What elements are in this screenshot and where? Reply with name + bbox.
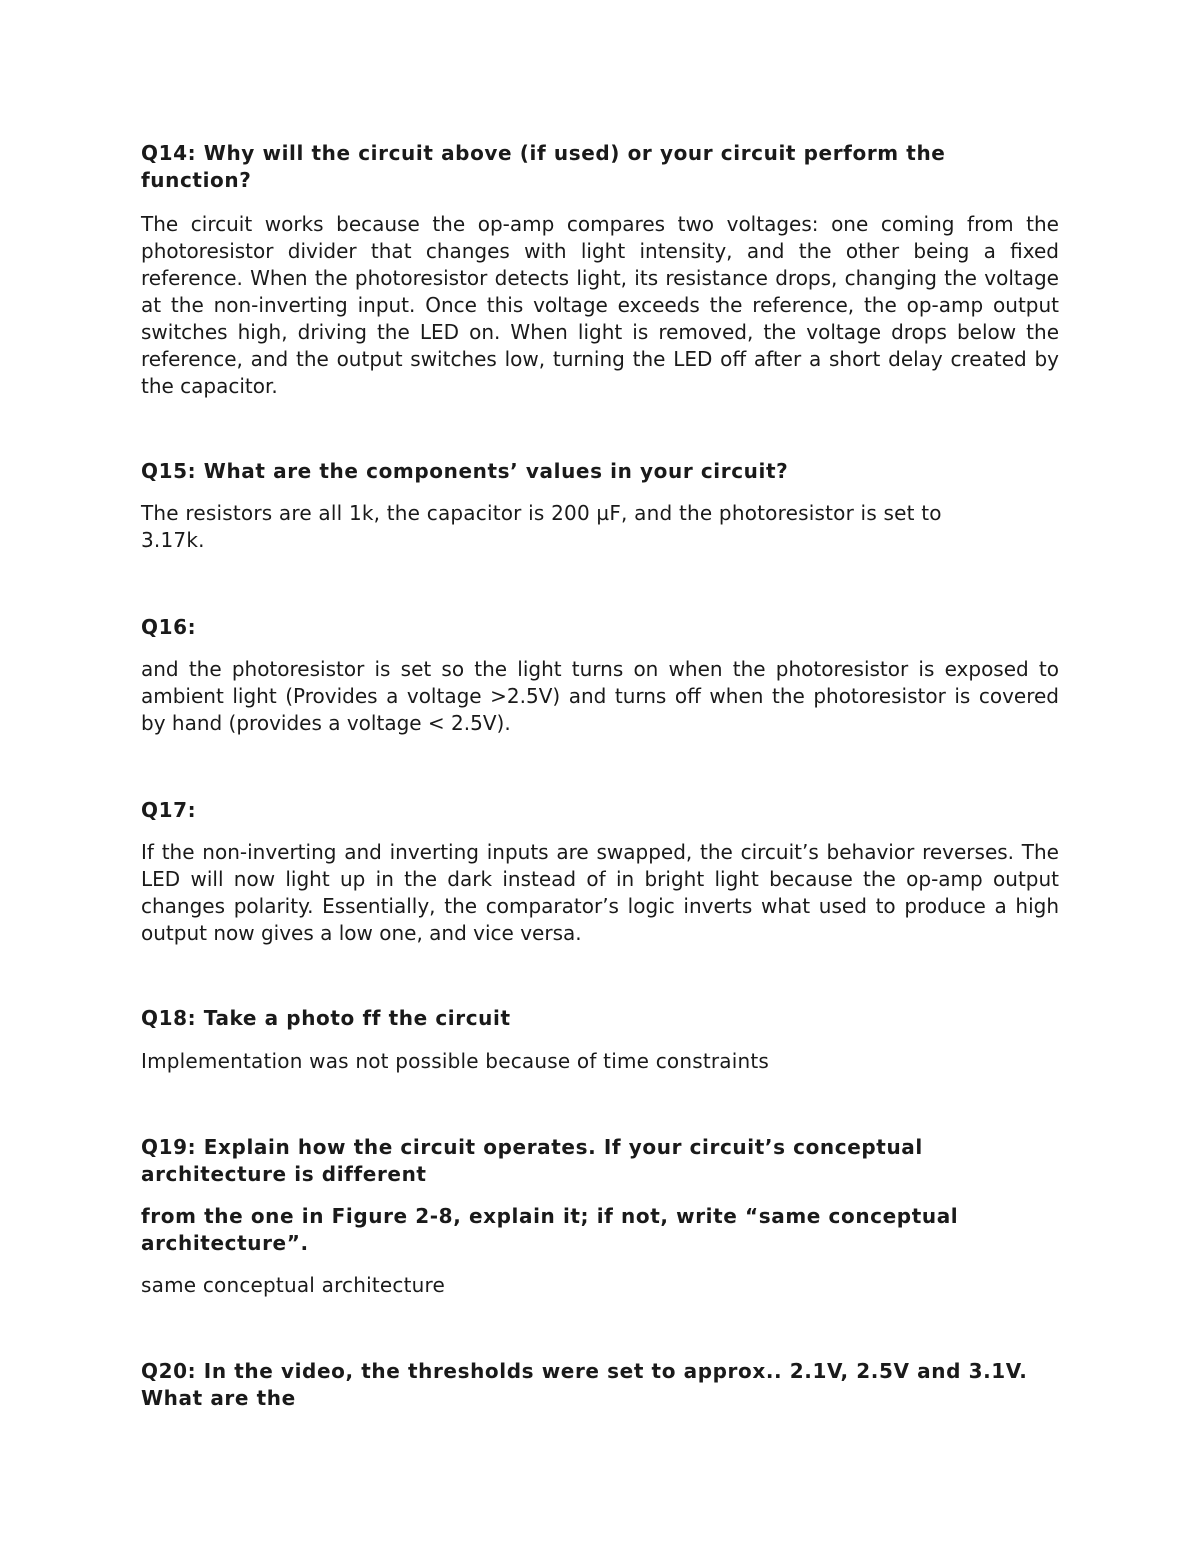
q20-question: Q20: In the video, the thresholds were set to approx.. 2.1V, 2.5V and 3.1V. What are the [141, 1359, 1028, 1410]
q19-question-part1: Q19: Explain how the circuit operates. If your circuit’s conceptual architecture is different [141, 1135, 923, 1186]
q14-answer: The circuit works because the op-amp compares two voltages: one coming from the photoresistor divider that changes with light intensity, and the other being a fixed reference. When the photoresistor detects light, its resistance drops, changing the voltage at the non-inverting input. Once this voltage exceeds the reference, the op-amp output switches high, driving the LED on. When light is removed, the voltage drops below the reference, and the output switches low, turning the LED off after a short delay created by the capacitor. [141, 212, 1059, 398]
q19-question-part2: from the one in Figure 2-8, explain it; if not, write “same conceptual architecture”. [141, 1204, 959, 1255]
q18-question: Q18: Take a photo ff the circuit [141, 1006, 511, 1030]
q15-question: Q15: What are the components’ values in your circuit? [141, 459, 789, 483]
q17-answer: If the non-inverting and inverting inputs are swapped, the circuit’s behavior reverses. The LED will now light up in the dark instead of in bright light because the op-amp output changes polarity. Essentially, the comparator’s logic inverts what used to produce a high output now gives a low one, and vice versa. [141, 840, 1059, 945]
q15-answer: The resistors are all 1k, the capacitor is 200 µF, and the photoresistor is set to 3.17k. [141, 501, 942, 552]
q14-question: Q14: Why will the circuit above (if used) or your circuit perform the function? [141, 141, 946, 192]
q18-answer: Implementation was not possible because of time constraints [141, 1049, 770, 1073]
q16-question: Q16: [141, 615, 197, 639]
q16-answer: and the photoresistor is set so the light turns on when the photoresistor is exposed to ambient light (Provides a voltage >2.5V) and turns off when the photoresistor is covered by hand (provides a voltage < 2.5V). [141, 657, 1059, 735]
q17-question: Q17: [141, 798, 197, 822]
q19-answer: same conceptual architecture [141, 1273, 446, 1297]
